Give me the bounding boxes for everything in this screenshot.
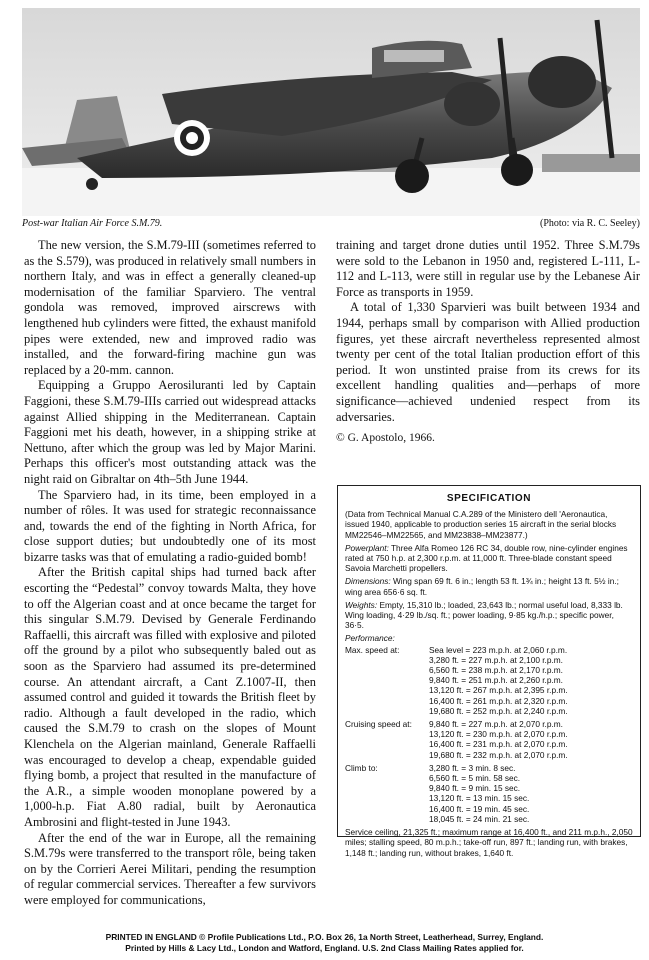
paragraph: The new version, the S.M.79-III (sometimes referred to as the S.579), was produced in relatively small numbers in northern Italy, and was in effect a generally cleaned-up modernisation of the familiar Sparviero. The ventral gondola was removed, improved airscrews with lengthened hub cylinders were fitted, the exhaust manifold pipes were extended, new and improved radio was installed, and the forward-firing machine gun was replaced by a 20-mm. cannon. [24, 238, 316, 377]
powerplant-text: Three Alfa Romeo 126 RC 34, double row, nine-cylinder engines rated at 750 h.p. at 2,300 r.p.m. at 11,000 ft. Three-blade constant speed Savoia Marchetti propellers. [345, 542, 628, 574]
paragraph: Equipping a Gruppo Aerosiluranti led by Captain Faggioni, these S.M.79-IIIs carried out widespread attacks against Allied shipping in the Mediterranean. Captain Faggioni met his death, however, in a shipping strike at Nettuno, after which the group was led by Major Marini. Perhaps this officer's most outstanding attack was the night raid on Gibraltar on 4th–5th June 1944. [24, 378, 316, 486]
weights-text: Empty, 15,310 lb.; loaded, 23,643 lb.; normal useful load, 8,333 lb. Wing loading, 4·29 lb./sq. ft.; power loading, 9·85 kg./h.p.; specific power, 36·5. [345, 599, 623, 631]
spec-dimensions [345, 576, 633, 596]
cruising-row: 9,840 ft. = 227 m.p.h. at 2,070 r.p.m. [429, 719, 563, 730]
left-column [24, 238, 316, 909]
max-speed-label: Max. speed at: [345, 644, 400, 655]
max-speed-row: 13,120 ft. = 267 m.p.h. at 2,395 r.p.m. [429, 685, 568, 696]
powerplant-label: Powerplant: [345, 542, 389, 553]
cruising-speed-block [345, 719, 633, 760]
performance-label: Performance: [345, 633, 395, 644]
aircraft-photo [22, 8, 640, 216]
climb-block [345, 763, 633, 824]
paragraph: A total of 1,330 Sparvieri was built between 1934 and 1944, perhaps small by comparison with Allied production figures, yet these aircraft nevertheless represented almost twenty per cent of the total Italian production effort of this period. It won unstinted praise from its crews for its excellent handling qualities and—perhaps of more significance—achieved undenied respect from its adversaries. [336, 300, 640, 424]
spec-powerplant [345, 543, 633, 574]
weights-label: Weights: [345, 599, 378, 610]
imprint-footer [0, 932, 649, 954]
max-speed-block [345, 645, 633, 716]
spec-title: SPECIFICATION [446, 493, 532, 504]
max-speed-row: 3,280 ft. = 227 m.p.h. at 2,100 r.p.m. [429, 654, 563, 665]
imprint-line: Printed by Hills & Lacy Ltd., London and Watford, England. U.S. 2nd Class Mailing Rates applied for. [125, 943, 524, 953]
paragraph: After the British capital ships had turned back after escorting the “Pedestal” convoy towards Malta, they hove to off the Algerian coast and at once became the target for this singular S.M.79. Devised by Generale Ferdinando Raffaelli, this aircraft was filled with explosive and piloted off the ground by a pilot who subsequently baled out as soon as the Sparviero had assumed its pre-determined course. An attendant aircraft, a Cant Z.1007-II, then assumed control and guided it towards the British fleet by radio. Although a fault developed in the radio, which caused the S.M.79 to crash on the slopes of Mount Klenchela on the Algerian mainland, Generale Raffaelli was encouraged to develop a cheap, expendable guided flying bomb, a project that resulted in the manufacture of the A.R., a simple wooden monoplane powered by a 1,000-h.p. Fiat A.80 radial, built by Aeronautica Ambrosini and flight-tested in June 1943. [24, 565, 316, 829]
max-speed-row: 6,560 ft. = 238 m.p.h. at 2,170 r.p.m. [429, 665, 563, 676]
climb-row: 9,840 ft. = 9 min. 15 sec. [429, 783, 521, 794]
paragraph: training and target drone duties until 1952. Three S.M.79s were sold to the Lebanon in 1950 and, registered L-111, L-112 and L-113, were still in regular use by the Lebanese Air Force as transports in 1959. [336, 238, 640, 299]
aircraft-illustration [22, 8, 640, 216]
imprint-line: PRINTED IN ENGLAND © Profile Publications Ltd., P.O. Box 26, 1a North Street, Leatherhead, Surrey, England. [105, 932, 544, 942]
max-speed-row: 19,680 ft. = 252 m.p.h. at 2,240 r.p.m. [429, 705, 568, 716]
spec-ceiling: Service ceiling, 21,325 ft.; maximum range at 16,400 ft., and 211 m.p.h., 2,050 miles; stalling speed, 80 m.p.h.; take-off run, 897 ft.; landing run, with brakes, 1,148 ft.; landing run, without brakes, 1,640 ft. [345, 827, 633, 858]
climb-label: Climb to: [345, 762, 378, 773]
climb-row: 13,120 ft. = 13 min. 15 sec. [429, 793, 530, 804]
climb-row: 3,280 ft. = 3 min. 8 sec. [429, 762, 516, 773]
dimensions-label: Dimensions: [345, 576, 391, 587]
climb-row: 18,045 ft. = 24 min. 21 sec. [429, 813, 530, 824]
paragraph: The Sparviero had, in its time, been employed in a number of rôles. It was used for strategic reconnaissance and, towards the end of the fighting in North Africa, for close support duties; but undoubtedly one of its most bizarre tasks was that of emulating a radio-guided bomb! [24, 487, 316, 564]
climb-row: 6,560 ft. = 5 min. 58 sec. [429, 773, 521, 784]
right-column [336, 238, 640, 447]
spec-source: (Data from Technical Manual C.A.289 of the Ministero dell 'Aeronautica, issued 1940, applicable to production series 15 aircraft in the serial blocks MM22546–MM22565, and MM23838–MM23877.) [345, 509, 617, 540]
cruising-label: Cruising speed at: [345, 719, 412, 730]
author-byline: © G. Apostolo, 1966. [336, 432, 435, 445]
max-speed-row: 9,840 ft. = 251 m.p.h. at 2,260 r.p.m. [429, 675, 563, 686]
paragraph: After the end of the war in Europe, all the remaining S.M.79s were transferred to the transport rôle, being taken on by the Corrieri Aerei Militari, pending the resumption of regular commercial services. Thereafter a few survivors were employed for communications, [24, 830, 316, 907]
cruising-row: 19,680 ft. = 232 m.p.h. at 2,070 r.p.m. [429, 749, 568, 760]
specification-box [337, 485, 641, 858]
max-speed-row: Sea level = 223 m.p.h. at 2,060 r.p.m. [429, 644, 568, 655]
spec-weights [345, 600, 633, 631]
photo-credit: (Photo: via R. C. Seeley) [540, 218, 640, 229]
dimensions-text: Wing span 69 ft. 6 in.; length 53 ft. 1¾ in.; height 13 ft. 5½ in.; wing area 656·6 sq. ft. [345, 576, 619, 597]
photo-caption: Post-war Italian Air Force S.M.79. [22, 218, 163, 229]
max-speed-row: 16,400 ft. = 261 m.p.h. at 2,320 r.p.m. [429, 695, 568, 706]
climb-row: 16,400 ft. = 19 min. 45 sec. [429, 803, 530, 814]
cruising-row: 16,400 ft. = 231 m.p.h. at 2,070 r.p.m. [429, 739, 568, 750]
cruising-row: 13,120 ft. = 230 m.p.h. at 2,070 r.p.m. [429, 729, 568, 740]
